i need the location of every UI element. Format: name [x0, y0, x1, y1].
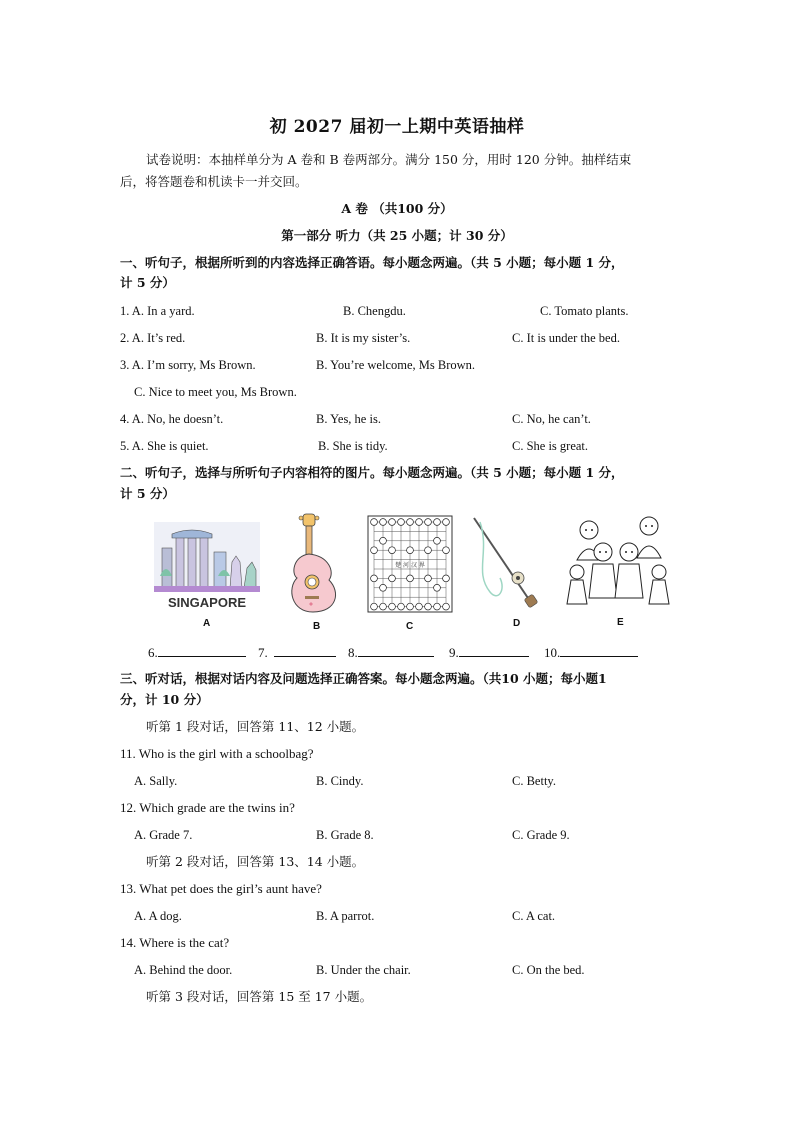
- blank-q10-line[interactable]: [560, 644, 638, 657]
- q12-option-a: A. Grade 7.: [134, 828, 193, 842]
- dialog-1-note: 听第 1 段对话，回答第 11、12 小题。: [146, 719, 365, 734]
- picture-c-label: C: [406, 621, 414, 632]
- paper-a-heading: A 卷 （共100 分）: [341, 201, 453, 216]
- fishing-rod-icon: [470, 512, 540, 612]
- chess-piece: [389, 547, 396, 554]
- q1-option-a: 1. A. In a yard.: [120, 304, 195, 318]
- q14-option-b: B. Under the chair.: [316, 963, 411, 977]
- q4-option-b: B. Yes, he is.: [316, 412, 381, 426]
- q14-option-c: C. On the bed.: [512, 963, 585, 977]
- q11-option-c: C. Betty.: [512, 774, 556, 788]
- blank-q9-number: 9.: [449, 645, 459, 660]
- chess-piece: [425, 603, 432, 610]
- chess-piece: [389, 603, 396, 610]
- picture-a-singapore: [152, 512, 262, 612]
- q14-option-a: A. Behind the door.: [134, 963, 233, 977]
- blank-q7-line[interactable]: [274, 644, 336, 657]
- blank-q9: [449, 644, 529, 662]
- q13-option-c: C. A cat.: [512, 909, 556, 923]
- chess-piece: [371, 575, 378, 582]
- guitar-icon: [285, 512, 345, 616]
- blank-q8-number: 8.: [348, 645, 358, 660]
- picture-b-guitar: [285, 512, 345, 616]
- picture-a-label: A: [203, 618, 211, 629]
- picture-c-chessboard: [364, 512, 456, 616]
- q1-option-c: C. Tomato plants.: [540, 304, 629, 318]
- chess-piece: [416, 519, 423, 526]
- q11-option-a: A. Sally.: [134, 774, 178, 788]
- chess-piece: [371, 547, 378, 554]
- chess-piece: [389, 575, 396, 582]
- chess-piece: [371, 603, 378, 610]
- blank-q8: [348, 644, 434, 662]
- section1-instruction-2: 计 5 分）: [120, 275, 175, 290]
- q5-option-a: 5. A. She is quiet.: [120, 439, 209, 453]
- q2-option-c: C. It is under the bed.: [512, 331, 620, 345]
- section2-instruction-2: 计 5 分）: [120, 486, 175, 501]
- intro-line-1: 试卷说明：本抽样单分为 A 卷和 B 卷两部分。满分 150 分，用时 120 分钟。抽样结束: [146, 152, 632, 167]
- q5-option-c: C. She is great.: [512, 439, 589, 453]
- chess-piece: [425, 519, 432, 526]
- dialog-2-note: 听第 2 段对话，回答第 13、14 小题。: [146, 854, 365, 869]
- chess-piece: [407, 575, 414, 582]
- chess-piece: [398, 603, 405, 610]
- blank-q6: [148, 644, 246, 662]
- chess-piece: [389, 519, 396, 526]
- picture-b-label: B: [313, 621, 321, 632]
- q4-option-c: C. No, he can’t.: [512, 412, 591, 426]
- q4-option-a: 4. A. No, he doesn’t.: [120, 412, 224, 426]
- chess-piece: [434, 584, 441, 591]
- chess-piece: [380, 519, 387, 526]
- chess-piece: [434, 537, 441, 544]
- section1-instruction-1: 一、听句子，根据所听到的内容选择正确答语。每小题念两遍。（共 5 小题；每小题 1 分，: [120, 255, 624, 270]
- family-icon: [563, 512, 675, 608]
- chess-river-text: 楚 河 汉 界: [395, 562, 425, 569]
- page-title: 初 2027 届初一上期中英语抽样: [269, 117, 525, 137]
- intro-line-2: 后，将答题卷和机读卡一并交回。: [120, 174, 308, 189]
- q5-option-b: B. She is tidy.: [318, 439, 388, 453]
- q3-option-c: C. Nice to meet you, Ms Brown.: [134, 385, 297, 399]
- blank-q9-line[interactable]: [459, 644, 529, 657]
- blank-q10: [544, 644, 638, 662]
- chess-piece: [443, 575, 450, 582]
- singapore-caption: SINGAPORE: [167, 595, 247, 610]
- chess-piece: [416, 603, 423, 610]
- q13-option-a: A. A dog.: [134, 909, 182, 923]
- q11-stem: 11. Who is the girl with a schoolbag?: [120, 746, 314, 761]
- section2-instruction-1: 二、听句子，选择与所听句子内容相符的图片。每小题念两遍。（共 5 小题；每小题 1 分，: [120, 465, 624, 480]
- chess-piece: [443, 519, 450, 526]
- q12-option-b: B. Grade 8.: [316, 828, 374, 842]
- picture-e-label: E: [617, 617, 624, 628]
- chess-piece: [380, 584, 387, 591]
- dialog-3-note: 听第 3 段对话，回答第 15 至 17 小题。: [146, 989, 373, 1004]
- chess-piece: [380, 603, 387, 610]
- q13-option-b: B. A parrot.: [316, 909, 375, 923]
- picture-d-fishing-rod: [470, 512, 540, 612]
- q2-option-a: 2. A. It’s red.: [120, 331, 186, 345]
- q12-option-c: C. Grade 9.: [512, 828, 570, 842]
- chess-piece: [425, 547, 432, 554]
- q12-stem: 12. Which grade are the twins in?: [120, 800, 295, 815]
- chess-piece: [380, 537, 387, 544]
- picture-d-label: D: [513, 618, 521, 629]
- chess-piece: [371, 519, 378, 526]
- chess-piece: [443, 547, 450, 554]
- chess-piece: [425, 575, 432, 582]
- blank-q6-line[interactable]: [158, 644, 246, 657]
- section3-instruction-1: 三、听对话，根据对话内容及问题选择正确答案。每小题念两遍。（共10 小题；每小题1: [120, 671, 607, 686]
- chess-piece: [398, 519, 405, 526]
- section3-instruction-2: 分，计 10 分）: [120, 692, 209, 707]
- q3-option-b: B. You’re welcome, Ms Brown.: [316, 358, 476, 372]
- q11-option-b: B. Cindy.: [316, 774, 364, 788]
- q13-stem: 13. What pet does the girl’s aunt have?: [120, 881, 322, 896]
- chess-piece: [434, 519, 441, 526]
- singapore-skyline-icon: [152, 512, 262, 612]
- chess-piece: [434, 603, 441, 610]
- picture-e-family: [563, 512, 675, 608]
- chinese-chess-icon: [364, 512, 456, 616]
- chess-piece: [407, 519, 414, 526]
- blank-q10-number: 10.: [544, 645, 561, 660]
- q3-option-a: 3. A. I’m sorry, Ms Brown.: [120, 358, 256, 372]
- q14-stem: 14. Where is the cat?: [120, 935, 230, 950]
- chess-piece: [443, 603, 450, 610]
- chess-piece: [407, 603, 414, 610]
- blank-q7-number: 7.: [258, 645, 268, 660]
- blank-q7: [258, 644, 336, 662]
- part1-heading: 第一部分 听力（共 25 小题；计 30 分）: [281, 228, 513, 243]
- blank-q8-line[interactable]: [358, 644, 434, 657]
- q2-option-b: B. It is my sister’s.: [316, 331, 411, 345]
- chess-piece: [407, 547, 414, 554]
- q1-option-b: B. Chengdu.: [343, 304, 406, 318]
- blank-q6-number: 6.: [148, 645, 158, 660]
